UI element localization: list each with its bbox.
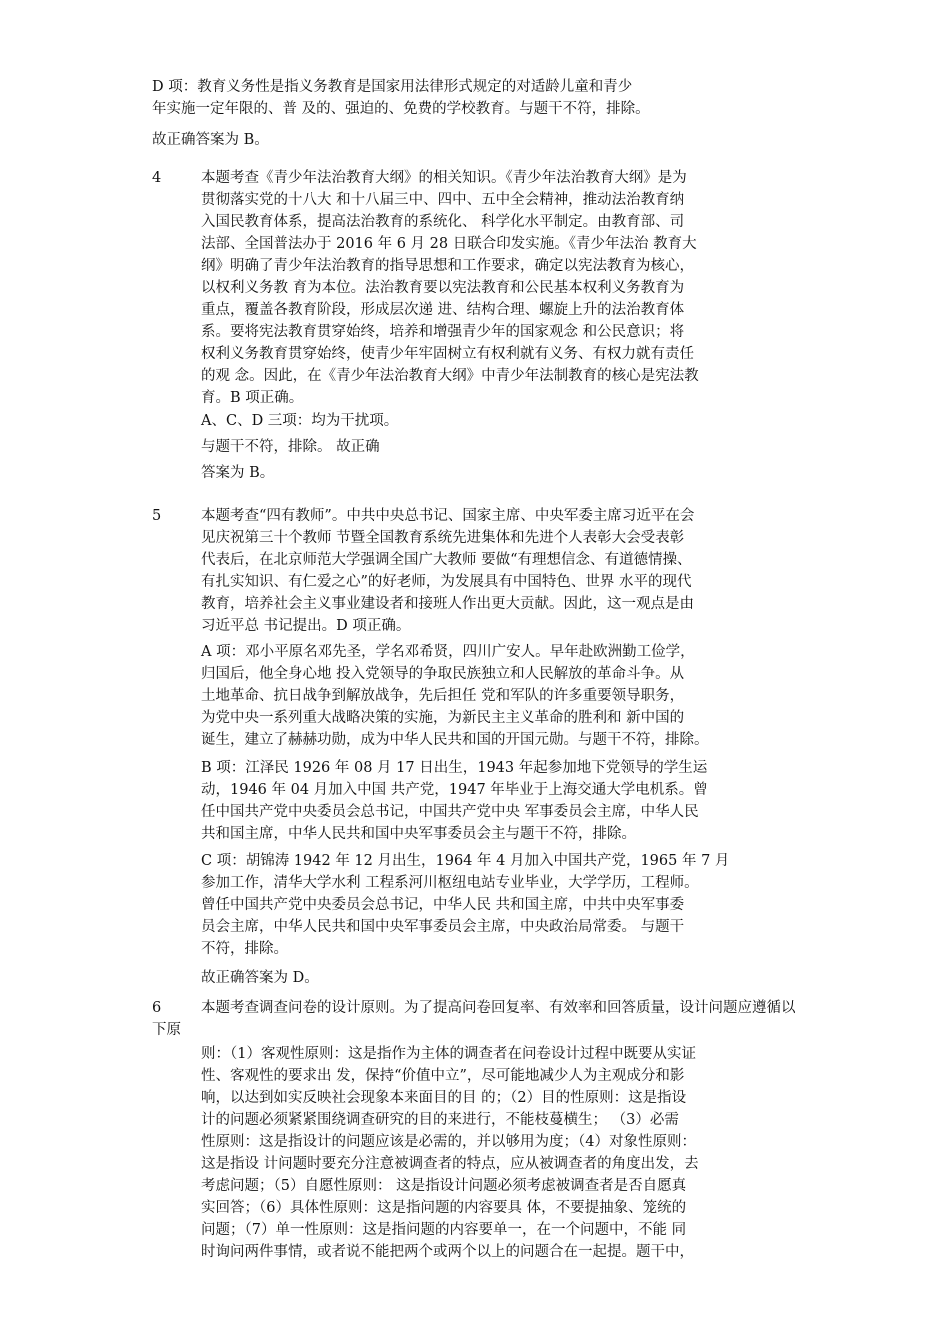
question-number: 6	[152, 1000, 162, 1016]
text-line: 共和国主席，中华人民共和国中央军事委员会主与题干不符，排除。	[201, 826, 636, 842]
text-line: A 项：邓小平原名邓先圣，学名邓希贤，四川广安人。早年赴欧洲勤工俭学，	[201, 644, 695, 660]
text-line: 为党中央一系列重大战略决策的实施，为新民主主义革命的胜利和 新中国的	[201, 710, 685, 726]
text-line: 教育，培养社会主义事业建设者和接班人作出更大贡献。因此，这一观点是由	[201, 596, 694, 612]
intro-answer: 故正确答案为 B。	[152, 132, 269, 148]
text-line: 权利义务教育贯穿始终，使青少年牢固树立有权利就有义务、有权力就有责任	[201, 346, 694, 362]
text-line: 年实施一定年限的、普 及的、强迫的、免费的学校教育。与题干不符，排除。	[152, 101, 650, 117]
text-line: 计的问题必须紧紧围绕调查研究的目的来进行，不能枝蔓横生； （3）必需	[201, 1112, 679, 1128]
text-line: 答案为 B。	[201, 465, 275, 481]
text-line: 时询问两件事情，或者说不能把两个或两个以上的问题合在一起提。题干中，	[201, 1244, 694, 1260]
text-line: 本题考查“四有教师”。中共中央总书记、国家主席、中央军委主席习近平在会	[201, 508, 695, 524]
text-line: 以权利义务教 育为本位。法治教育要以宪法教育和公民基本权利义务教育为	[201, 280, 685, 296]
text-line: 贯彻落实党的十八大 和十八届三中、四中、五中全会精神，推动法治教育纳	[201, 192, 685, 208]
text-line: 习近平总 书记提出。D 项正确。	[201, 618, 411, 634]
q6-wrap: 下原	[152, 1022, 181, 1038]
text-line: C 项：胡锦涛 1942 年 12 月出生，1964 年 4 月加入中国共产党，1965 年 7 月	[201, 853, 730, 869]
q6-first-line: 本题考查调查问卷的设计原则。为了提高问卷回复率、有效率和回答质量，设计问题应遵循以	[201, 1000, 796, 1016]
text-line: 有扎实知识、有仁爱之心”的好老师，为发展具有中国特色、世界 水平的现代	[201, 574, 692, 590]
text-line: 性、客观性的要求出 发，保持“价值中立”，尽可能地减少人为主观成分和影	[201, 1068, 685, 1084]
text-line: 这是指设 计问题时要充分注意被调查者的特点，应从被调查者的角度出发，去	[201, 1156, 699, 1172]
text-line: B 项：江泽民 1926 年 08 月 17 日出生，1943 年起参加地下党领导的学生运	[201, 760, 708, 776]
q4-others	[201, 410, 398, 484]
text-line: 重点，覆盖各教育阶段，形成层次递 进、结构合理、螺旋上升的法治教育体	[201, 302, 685, 318]
q5-option-b	[201, 757, 708, 845]
text-line: 本题考查《青少年法治教育大纲》的相关知识。《青少年法治教育大纲》是为	[201, 170, 687, 186]
text-line: 性原则：这是指设计的问题应该是必需的，并以够用为度；（4）对象性原则：	[201, 1134, 696, 1150]
q5-option-a	[201, 641, 709, 751]
text-line: 的观 念。因此，在《青少年法治教育大纲》中青少年法制教育的核心是宪法教	[201, 368, 699, 384]
text-line: 问题；（7）单一性原则：这是指问题的内容要单一，在一个问题中，不能 同	[201, 1222, 687, 1238]
text-line: 系。要将宪法教育贯穿始终，培养和增强青少年的国家观念 和公民意识；将	[201, 324, 685, 340]
text-line: 土地革命、抗日战争到解放战争，先后担任 党和军队的许多重要领导职务，	[201, 688, 685, 704]
q6-body	[201, 1043, 699, 1263]
q5-answer: 故正确答案为 D。	[201, 970, 319, 986]
text-line: 响，以达到如实反映社会现象本来面目的目 的；（2）目的性原则：这是指设	[201, 1090, 687, 1106]
question-number: 4	[152, 170, 162, 186]
text-line: D 项：教育义务性是指义务教育是国家用法律形式规定的对适龄儿童和青少	[152, 79, 633, 95]
text-line: 与题干不符，排除。 故正确	[201, 439, 380, 455]
text-line: 参加工作，清华大学水利 工程系河川枢纽电站专业毕业，大学学历，工程师。	[201, 875, 699, 891]
intro-d-option	[152, 76, 650, 120]
question-number: 5	[152, 508, 162, 524]
text-line: 诞生，建立了赫赫功勋，成为中华人民共和国的开国元勋。与题干不符，排除。	[201, 732, 709, 748]
q5-body	[201, 505, 694, 637]
text-line: 归国后，他全身心地 投入党领导的争取民族独立和人民解放的革命斗争。从	[201, 666, 685, 682]
text-line: 不符，排除。	[201, 941, 288, 957]
text-line: 员会主席，中华人民共和国中央军事委员会主席，中央政治局常委。 与题干	[201, 919, 685, 935]
text-line: 育。B 项正确。	[201, 390, 304, 406]
text-line: 法部、全国普法办于 2016 年 6 月 28 日联合印发实施。《青少年法治 教育大	[201, 236, 697, 252]
text-line: 任中国共产党中央委员会总书记，中国共产党中央 军事委员会主席，中华人民	[201, 804, 699, 820]
text-line: 纲》明确了青少年法治教育的指导思想和工作要求，确定以宪法教育为核心，	[201, 258, 694, 274]
text-line: 见庆祝第三十个教师 节暨全国教育系统先进集体和先进个人表彰大会受表彰	[201, 530, 685, 546]
text-line: 考虑问题；（5）自愿性原则： 这是指设计问题必须考虑被调查者是否自愿真	[201, 1178, 687, 1194]
text-line: 代表后，在北京师范大学强调全国广大教师 要做“有理想信念、有道德情操、	[201, 552, 692, 568]
text-line: 则：（1）客观性原则：这是指作为主体的调查者在问卷设计过程中既要从实证	[201, 1046, 696, 1062]
text-line: 动，1946 年 04 月加入中国 共产党，1947 年毕业于上海交通大学电机系。曾	[201, 782, 708, 798]
text-line: A、C、D 三项：均为干扰项。	[201, 413, 399, 429]
text-line: 入国民教育体系，提高法治教育的系统化、 科学化水平制定。由教育部、司	[201, 214, 685, 230]
q5-option-c	[201, 850, 729, 960]
q4-body	[201, 167, 699, 409]
text-line: 实回答；（6）具体性原则：这是指问题的内容要具 体，不要提抽象、笼统的	[201, 1200, 687, 1216]
text-line: 曾任中国共产党中央委员会总书记，中华人民 共和国主席，中共中央军事委	[201, 897, 685, 913]
